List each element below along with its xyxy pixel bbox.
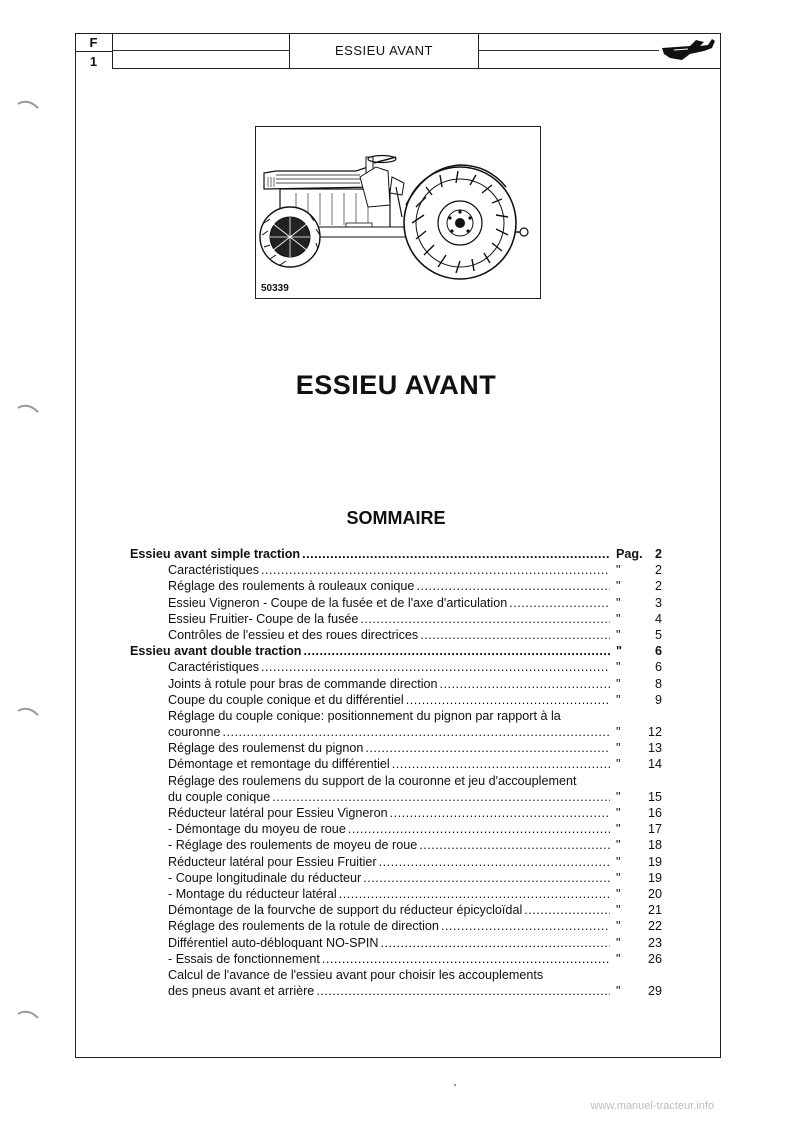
toc-entry-text: Réglage des roulements à rouleaux conique <box>168 579 415 594</box>
toc-entry <box>130 562 662 578</box>
header-title: ESSIEU AVANT <box>289 33 479 69</box>
dot-leader <box>360 611 610 627</box>
toc-entry-text: Calcul de l'avance de l'essieu avant pour choisir les accouplements <box>168 967 544 982</box>
toc-page-number: 13 <box>647 741 662 756</box>
toc-page-prefix: " <box>616 886 621 901</box>
toc-entry-text: Réglage des roulements de la rotule de direction <box>168 919 439 934</box>
footer-watermark: www.manuel-tracteur.info <box>590 1100 714 1112</box>
toc-entry <box>130 902 662 918</box>
toc-page-prefix: " <box>616 660 621 675</box>
toc-entry <box>130 756 662 772</box>
toc-page-number: 19 <box>647 870 662 885</box>
header-divider <box>113 68 721 69</box>
dot-leader <box>509 595 610 611</box>
tractor-figure <box>255 126 541 299</box>
binder-mark <box>16 705 40 719</box>
toc-entry-text: couronne <box>168 725 221 740</box>
page-title: ESSIEU AVANT <box>295 370 497 400</box>
toc-page-prefix: " <box>616 854 621 869</box>
toc-page-prefix: " <box>616 935 621 950</box>
toc-entry <box>130 789 662 805</box>
toc-entry <box>130 676 662 692</box>
dot-leader <box>379 854 610 870</box>
toc-entry-text: Réglage du couple conique: positionnement du pignon par rapport à la <box>168 708 561 723</box>
toc-entry-text: Essieu Fruitier- Coupe de la fusée <box>168 611 359 626</box>
toc-entry-text: - Essais de fonctionnement <box>168 951 320 966</box>
toc-entry <box>130 578 662 594</box>
toc-page-prefix: " <box>616 595 621 610</box>
header-rule-left <box>113 50 289 51</box>
toc-page-number: 3 <box>654 595 662 610</box>
toc-entry <box>130 611 662 627</box>
toc-entry-text: Caractéristiques <box>168 563 259 578</box>
tractor-illustration <box>256 127 539 297</box>
toc-page-prefix: " <box>616 822 621 837</box>
binder-mark <box>16 1008 40 1022</box>
toc-entry <box>130 692 662 708</box>
toc-page-number: 5 <box>654 627 662 642</box>
toc-page-number: 21 <box>647 903 662 918</box>
dot-leader <box>392 756 610 772</box>
toc-page-number: 12 <box>647 725 662 740</box>
toc-page-number: 20 <box>647 886 662 901</box>
dot-leader <box>339 886 610 902</box>
wrench-hand-icon <box>660 36 716 64</box>
toc-entry-text: - Montage du réducteur latéral <box>168 886 337 901</box>
toc-page-prefix: " <box>616 741 621 756</box>
dot-leader <box>316 983 610 999</box>
toc-entry-text: Essieu avant double traction <box>130 644 302 659</box>
dot-leader <box>261 659 610 675</box>
toc-page-number: 23 <box>647 935 662 950</box>
toc-page-prefix: " <box>616 676 621 691</box>
toc-page-number: 26 <box>647 951 662 966</box>
toc-page-number: 6 <box>654 644 662 659</box>
toc-entry-text: - Coupe longitudinale du réducteur <box>168 870 362 885</box>
toc-page-number: 4 <box>654 611 662 626</box>
toc-page-prefix: " <box>616 725 621 740</box>
toc-entry <box>130 886 662 902</box>
dot-leader <box>416 578 610 594</box>
dot-leader <box>419 837 610 853</box>
toc-entry-text: Différentiel auto-débloquant NO-SPIN <box>168 935 379 950</box>
toc-entry-text: Démontage et remontage du différentiel <box>168 757 390 772</box>
toc-entry <box>130 951 662 967</box>
toc-page-number: 19 <box>647 854 662 869</box>
toc-page-prefix: " <box>616 903 621 918</box>
dot-leader <box>524 902 610 918</box>
toc-page-number: 2 <box>654 563 662 578</box>
toc-entry <box>130 773 662 789</box>
toc-entry-text: Contrôles de l'essieu et des roues directrices <box>168 627 419 642</box>
toc-entry-text: Réducteur latéral pour Essieu Vigneron <box>168 806 388 820</box>
toc-entry <box>130 805 662 821</box>
toc-page-prefix: Pag. <box>616 547 643 561</box>
toc-entry <box>130 595 662 611</box>
toc-page-number: 15 <box>647 789 662 804</box>
scan-speck <box>454 1084 456 1086</box>
toc-page-number: 6 <box>654 660 662 675</box>
toc-page-number: 18 <box>647 838 662 853</box>
toc-page-prefix: " <box>616 984 621 999</box>
toc-page-prefix: " <box>616 951 621 966</box>
toc-entry-text: Essieu avant simple traction <box>130 547 301 561</box>
toc-entry <box>130 918 662 934</box>
dot-leader <box>272 789 610 805</box>
dot-leader <box>420 627 610 643</box>
dot-leader <box>441 918 610 934</box>
toc-entry <box>130 837 662 853</box>
dot-leader <box>380 935 610 951</box>
table-of-contents <box>130 546 662 999</box>
toc-entry <box>130 724 662 740</box>
dot-leader <box>390 805 610 821</box>
toc-entry <box>130 983 662 999</box>
toc-page-number: 14 <box>647 757 662 772</box>
toc-page-prefix: " <box>616 611 621 626</box>
toc-entry-text: Coupe du couple conique et du différentiel <box>168 692 404 707</box>
toc-page-number: 2 <box>654 547 662 561</box>
section-code-box <box>75 33 113 69</box>
toc-entry <box>130 643 662 659</box>
figure-label: 50339 <box>261 283 289 294</box>
toc-page-prefix: " <box>616 806 621 820</box>
dot-leader <box>303 643 610 659</box>
toc-title: SOMMAIRE <box>346 508 446 528</box>
binder-mark <box>16 98 40 112</box>
toc-page-prefix: " <box>616 757 621 772</box>
toc-entry-text: du couple conique <box>168 789 271 804</box>
binder-mark <box>16 402 40 416</box>
dot-leader <box>365 740 610 756</box>
toc-page-prefix: " <box>616 838 621 853</box>
dot-leader <box>440 676 610 692</box>
toc-entry-text: Démontage de la fourvche de support du réducteur épicycloïdal <box>168 903 523 918</box>
toc-entry <box>130 627 662 643</box>
dot-leader <box>261 562 610 578</box>
toc-page-prefix: " <box>616 563 621 578</box>
section-letter: F <box>75 33 112 52</box>
toc-entry-text: Essieu Vigneron - Coupe de la fusée et de l'axe d'articulation <box>168 595 508 610</box>
toc-page-prefix: " <box>616 919 621 934</box>
toc-entry-text: - Réglage des roulements de moyeu de roue <box>168 838 418 853</box>
toc-entry <box>130 967 662 983</box>
toc-entry <box>130 821 662 837</box>
toc-entry <box>130 740 662 756</box>
toc-entry <box>130 708 662 724</box>
toc-page-number: 22 <box>647 919 662 934</box>
toc-entry-text: Réglage des roulemens du support de la couronne et jeu d'accouplement <box>168 773 577 788</box>
toc-entry <box>130 659 662 675</box>
toc-page-prefix: " <box>616 789 621 804</box>
toc-entry-text: Réglage des roulemenst du pignon <box>168 741 364 756</box>
toc-entry-text: - Démontage du moyeu de roue <box>168 822 346 837</box>
toc-page-prefix: " <box>616 692 621 707</box>
toc-entry-text: Caractéristiques <box>168 660 259 675</box>
toc-entry-text: Joints à rotule pour bras de commande direction <box>168 676 438 691</box>
toc-page-prefix: " <box>616 627 621 642</box>
dot-leader <box>348 821 610 837</box>
toc-page-number: 9 <box>654 692 662 707</box>
dot-leader <box>322 951 610 967</box>
toc-entry-text: Réducteur latéral pour Essieu Fruitier <box>168 854 377 869</box>
dot-leader <box>302 546 610 562</box>
toc-entry <box>130 935 662 951</box>
toc-page-number: 8 <box>654 676 662 691</box>
toc-entry <box>130 870 662 886</box>
toc-page-number: 29 <box>647 984 662 999</box>
toc-page-prefix: " <box>616 579 621 594</box>
toc-entry <box>130 546 662 562</box>
toc-page-number: 16 <box>647 806 662 820</box>
toc-page-number: 17 <box>647 822 662 837</box>
toc-page-number: 2 <box>654 579 662 594</box>
toc-entry <box>130 854 662 870</box>
toc-page-prefix: " <box>616 870 621 885</box>
dot-leader <box>406 692 610 708</box>
dot-leader <box>223 724 610 740</box>
dot-leader <box>363 870 610 886</box>
toc-entry-text: des pneus avant et arrière <box>168 984 315 999</box>
toc-page-prefix: " <box>616 644 622 659</box>
header-rule-right <box>479 50 659 51</box>
section-number: 1 <box>89 53 98 69</box>
